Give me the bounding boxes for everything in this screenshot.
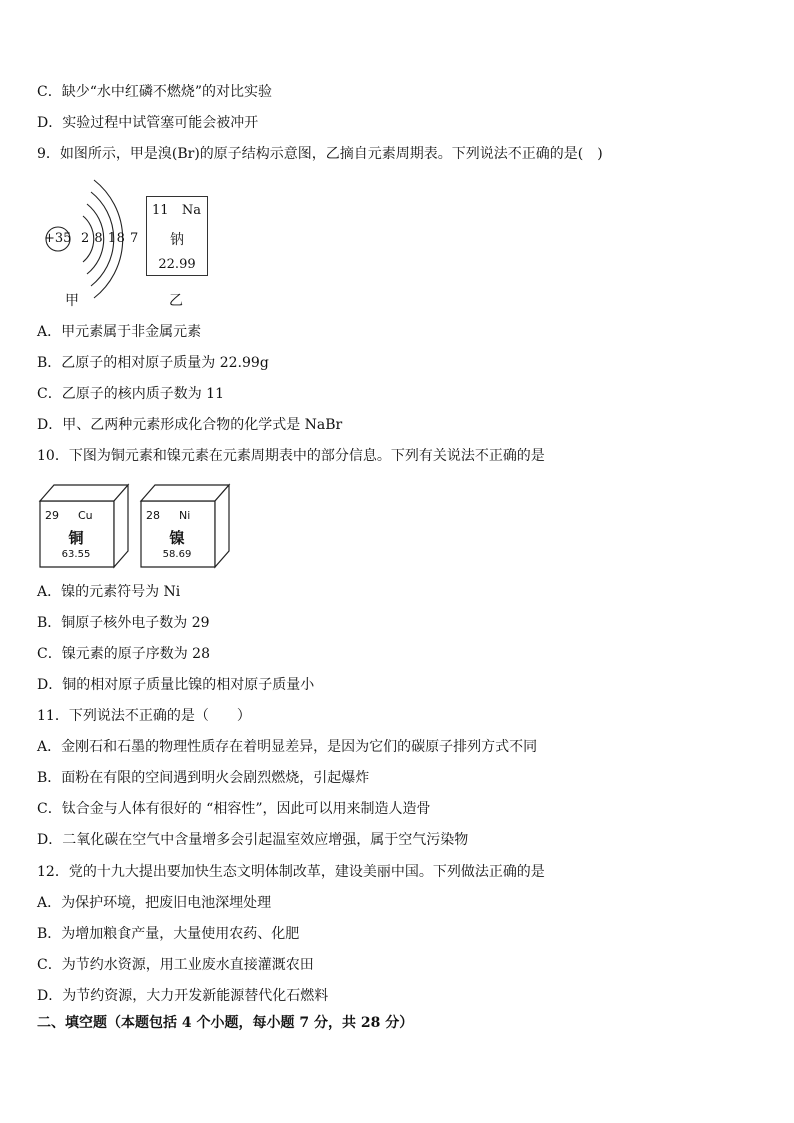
atomic-mass: 58.69 [162, 549, 192, 560]
q11-option-c: C．钛合金与人体有很好的 “相容性”，因此可以用来制造人造骨 [37, 801, 431, 817]
element-name: 钠 [170, 232, 184, 248]
q10-option-c: C．镍元素的原子序数为 28 [37, 646, 210, 662]
q9-stem: 9．如图所示，甲是溴(Br)的原子结构示意图，乙摘自元素周期表。下列说法不正确的是( ) [37, 146, 603, 162]
element-symbol: Ni [179, 509, 191, 522]
atomic-mass: 22.99 [158, 257, 196, 272]
q9-option-a: A．甲元素属于非金属元素 [37, 324, 202, 340]
atomic-number: 29 [45, 509, 59, 522]
q11-option-b: B．面粉在有限的空间遇到明火会剧烈燃烧，引起爆炸 [37, 770, 370, 786]
element-name: 镍 [169, 529, 185, 547]
q11-option-d: D．二氧化碳在空气中含量增多会引起温室效应增强，属于空气污染物 [37, 832, 469, 848]
bromine-atom-diagram [38, 176, 148, 306]
q10-option-b: B．铜原子核外电子数为 29 [37, 615, 210, 631]
copper-element-cube [38, 483, 130, 569]
q12-option-c: C．为节约水资源，用工业废水直接灌溉农田 [37, 957, 314, 973]
q9-option-c: C．乙原子的核内质子数为 11 [37, 386, 224, 402]
nickel-element-cube [139, 483, 231, 569]
q9-option-b: B．乙原子的相对原子质量为 22.99g [37, 355, 269, 371]
atomic-mass: 63.55 [61, 549, 91, 560]
q12-stem: 12．党的十九大提出要加快生态文明体制改革，建设美丽中国。下列做法正确的是 [37, 864, 545, 880]
atomic-number: 11 [152, 203, 169, 218]
q8-option-d: D．实验过程中试管塞可能会被冲开 [37, 115, 259, 131]
electron-counts: 2 8 18 7 [81, 231, 139, 246]
section-2-title: 二、填空题（本题包括 4 个小题，每小题 7 分，共 28 分） [37, 1015, 414, 1031]
atomic-number: 28 [146, 509, 160, 522]
q11-stem: 11．下列说法不正确的是（ ） [37, 708, 251, 724]
element-symbol: Cu [78, 509, 93, 522]
q8-option-c: C．缺少“水中红磷不燃烧”的对比实验 [37, 84, 273, 100]
q12-option-d: D．为节约资源，大力开发新能源替代化石燃料 [37, 988, 329, 1004]
nucleus-charge: +35 [44, 231, 72, 246]
sodium-element-box [146, 196, 208, 276]
q10-option-d: D．铜的相对原子质量比镍的相对原子质量小 [37, 677, 315, 693]
caption-yi: 乙 [169, 293, 183, 309]
q11-option-a: A．金刚石和石墨的物理性质存在着明显差异，是因为它们的碳原子排列方式不同 [37, 739, 538, 755]
q10-stem: 10．下图为铜元素和镍元素在元素周期表中的部分信息。下列有关说法不正确的是 [37, 448, 545, 464]
q10-option-a: A．镍的元素符号为 Ni [37, 584, 181, 600]
caption-jia: 甲 [65, 293, 79, 309]
q12-option-b: B．为增加粮食产量，大量使用农药、化肥 [37, 926, 300, 942]
element-symbol: Na [181, 203, 201, 218]
q12-option-a: A．为保护环境，把废旧电池深埋处理 [37, 895, 272, 911]
q9-option-d: D．甲、乙两种元素形成化合物的化学式是 NaBr [37, 417, 343, 433]
element-name: 铜 [68, 529, 84, 547]
